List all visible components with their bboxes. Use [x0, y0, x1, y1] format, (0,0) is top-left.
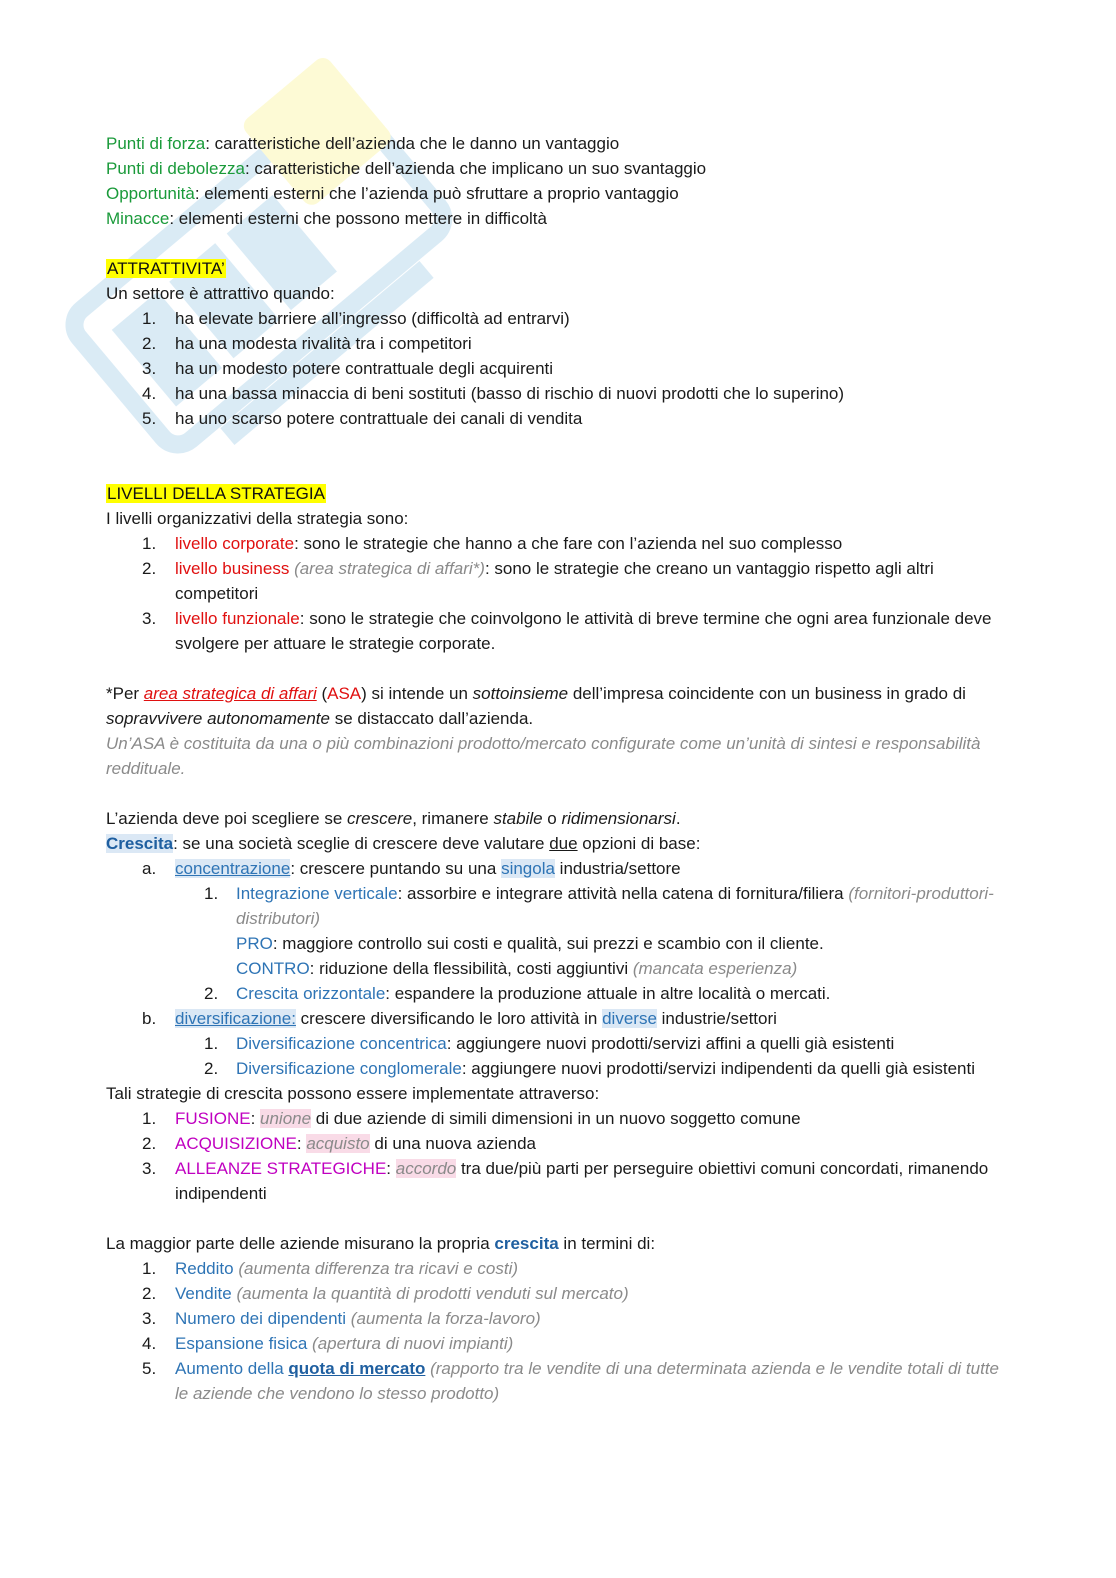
list-item: 2. livello business (area strategica di affari*): sono le strategie che creano un vantaggio rispetto agli altri competitori [142, 559, 934, 603]
list-item-diversificazione: b. diversificazione: crescere diversificando le loro attività in diverse industrie/settori [142, 1009, 777, 1028]
paragraph-scelta: L’azienda deve poi scegliere se crescere, rimanere stabile o ridimensionarsi. [106, 809, 681, 828]
definition-row: Punti di forza: caratteristiche dell’azienda che le danno un vantaggio [106, 134, 620, 153]
list-item: 2. ha una modesta rivalità tra i competitori [142, 334, 472, 353]
asa-note: Un’ASA è costituita da una o più combinazioni prodotto/mercato configurate come un’unità di sintesi e responsabilità reddituale. [106, 734, 981, 778]
paragraph: Tali strategie di crescita possono essere implementate attraverso: [106, 1084, 600, 1103]
contro-row: CONTRO: riduzione della flessibilità, costi aggiuntivi (mancata esperienza) [236, 959, 798, 978]
misura-list [106, 1256, 1006, 1406]
list-item: 2. Vendite (aumenta la quantità di prodotti venduti sul mercato) [142, 1284, 629, 1303]
sub-list-item: 1. Diversificazione concentrica: aggiungere nuovi prodotti/servizi affini a quelli già esistenti [204, 1034, 895, 1053]
swot-definitions [106, 131, 1006, 231]
paragraph: I livelli organizzativi della strategia sono: [106, 509, 409, 528]
asa-definition: *Per area strategica di affari (ASA) si intende un sottoinsieme dell’impresa coincidente con un business in grado di sopravvivere autonomamente se distaccato dall’azienda. [106, 684, 966, 728]
paragraph-crescita: Crescita: se una società sceglie di crescere deve valutare due opzioni di base: [106, 834, 701, 853]
list-item: 3. Numero dei dipendenti (aumenta la forza-lavoro) [142, 1309, 541, 1328]
list-item: 3. ha un modesto potere contrattuale degli acquirenti [142, 359, 554, 378]
paragraph-misura: La maggior parte delle aziende misurano la propria crescita in termini di: [106, 1234, 656, 1253]
document-page [106, 131, 1006, 1406]
list-item: 1. Reddito (aumenta differenza tra ricavi e costi) [142, 1259, 519, 1278]
list-item: 4. Espansione fisica (apertura di nuovi impianti) [142, 1334, 514, 1353]
sub-list-item: 2. Diversificazione conglomerale: aggiungere nuovi prodotti/servizi indipendenti da quelli già esistenti [204, 1059, 975, 1078]
list-item: 1. ha elevate barriere all’ingresso (difficoltà ad entrarvi) [142, 309, 570, 328]
definition-row: Minacce: elementi esterni che possono mettere in difficoltà [106, 209, 547, 228]
definition-row: Punti di debolezza: caratteristiche dell’azienda che implicano un suo svantaggio [106, 159, 707, 178]
pro-row: PRO: maggiore controllo sui costi e qualità, sui prezzi e scambio con il cliente. [236, 934, 824, 953]
section-heading-attrattivita: ATTRATTIVITA’ [107, 259, 225, 278]
section-heading-livelli: LIVELLI DELLA STRATEGIA [107, 484, 325, 503]
list-item: 3. livello funzionale: sono le strategie che coinvolgono le attività di breve termine che ogni area funzionale deve svolgere per attuare le strategie corporate. [142, 609, 992, 653]
sub-list-item: 1. Integrazione verticale: assorbire e integrare attività nella catena di fornitura/filiera (fornitori-produttori-distributori) [204, 884, 994, 928]
list-item: 3. ALLEANZE STRATEGICHE: accordo tra due/più parti per perseguire obiettivi comuni concordati, rimanendo indipendenti [142, 1159, 989, 1203]
asa-link[interactable]: area strategica di affari [143, 684, 317, 703]
sub-list-item: 2. Crescita orizzontale: espandere la produzione attuale in altre località o mercati. [204, 984, 831, 1003]
list-item: 5. Aumento della quota di mercato (rapporto tra le vendite di una determinata azienda e le vendite totali di tutte le aziende che vendono lo stesso prodotto) [142, 1359, 1000, 1403]
paragraph: Un settore è attrattivo quando: [106, 284, 335, 303]
definition-row: Opportunità: elementi esterni che l’azienda può sfruttare a proprio vantaggio [106, 184, 679, 203]
livelli-list [106, 531, 1006, 656]
list-item: 5. ha uno scarso potere contrattuale dei canali di vendita [142, 409, 583, 428]
attrattivita-list [106, 306, 1006, 431]
list-item: 2. ACQUISIZIONE: acquisto di una nuova azienda [142, 1134, 536, 1153]
quota-di-mercato-link[interactable]: quota di mercato [288, 1359, 426, 1378]
list-item: 1. FUSIONE: unione di due aziende di simili dimensioni in un nuovo soggetto comune [142, 1109, 801, 1128]
tali-list [106, 1106, 1006, 1206]
list-item: 1. livello corporate: sono le strategie che hanno a che fare con l’azienda nel suo complesso [142, 534, 843, 553]
list-item-concentrazione: a. concentrazione: crescere puntando su una singola industria/settore [142, 859, 681, 878]
list-item: 4. ha una bassa minaccia di beni sostituti (basso di rischio di nuovi prodotti che lo superino) [142, 384, 845, 403]
